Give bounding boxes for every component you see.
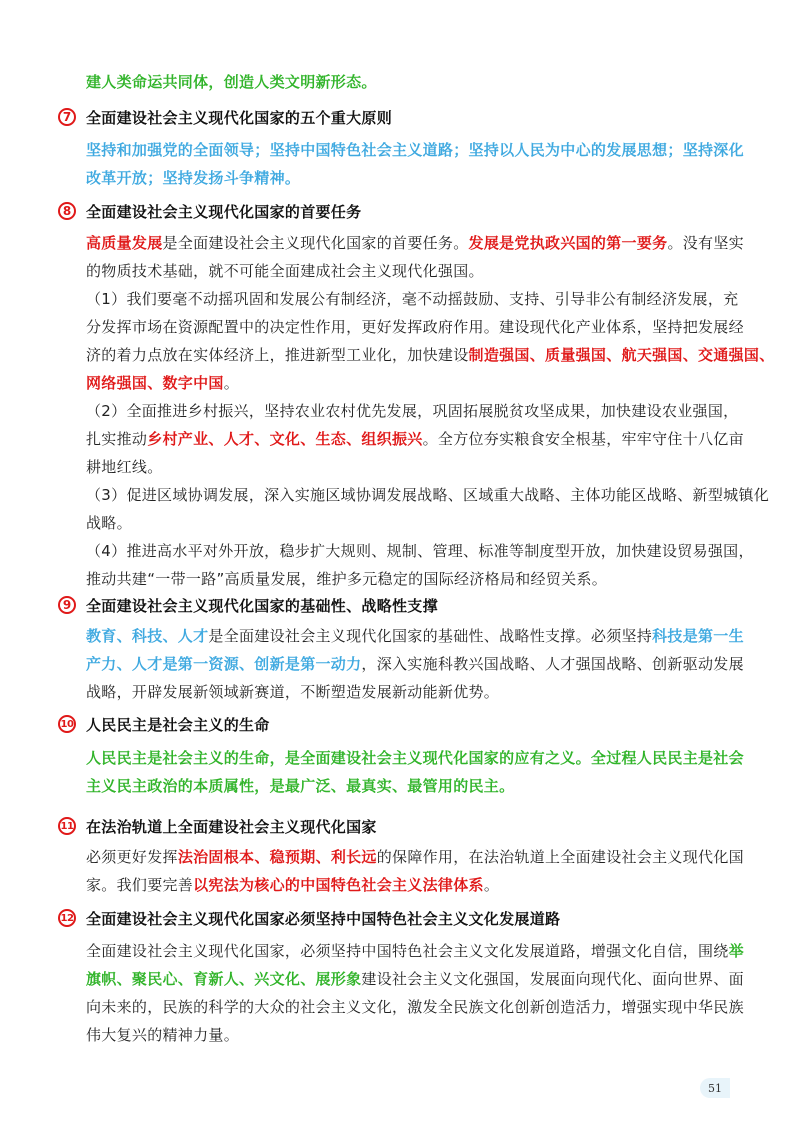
section-number-badge: 10 [58,715,76,733]
section-number-badge: 8 [58,202,76,220]
text-line: 向未来的，民族的科学的大众的社会主义文化，激发全民族文化创新创造活力，增强实现中华民族 [86,998,744,1016]
plain-text: 扎实推动 [86,430,148,448]
text-line: 分发挥市场在资源配置中的决定性作用，更好发挥政府作用。建设现代化产业体系，坚持把发展经 [86,318,744,336]
highlight-text: 举 [728,942,744,960]
section-8-body [86,229,775,593]
section-12-heading [58,905,738,931]
text-line [86,965,744,993]
plain-text: 建设社会主义文化强国，发展面向现代化、面向世界、面 [361,970,744,988]
text-line: 推动共建“一带一路”高质量发展，维护多元稳定的国际经济格局和经贸关系。 [86,570,608,588]
plain-text: 。全方位夯实粮食安全根基，牢牢守住十八亿亩 [422,430,744,448]
section-7-body [86,136,744,192]
highlight-text: 以宪法为核心的中国特色社会主义法律体系 [193,876,484,894]
text-line [86,229,744,257]
section-7-heading [58,104,738,130]
text-line: （3）促进区域协调发展，深入实施区域协调发展战略、区域重大战略、主体功能区战略、新型城镇化 [86,486,770,504]
page-number: 51 [700,1078,730,1098]
plain-text: 是全面建设社会主义现代化国家的基础性、战略性支撑。必须坚持 [208,627,653,645]
highlight-text: 乡村产业、人才、文化、生态、组织振兴 [147,430,423,448]
text-line: （2）全面推进乡村振兴，坚持农业农村优先发展，巩固拓展脱贫攻坚成果，加快建设农业强国， [86,402,739,420]
text-line: 主义民主政治的本质属性，是最广泛、最真实、最管用的民主。 [86,777,515,795]
plain-text: 的保障作用，在法治轨道上全面建设社会主义现代化国 [376,848,744,866]
text-line: 坚持和加强党的全面领导；坚持中国特色社会主义道路；坚持以人民为中心的发展思想；坚持深化 [86,141,744,159]
plain-text: 家。我们要完善 [86,876,194,894]
text-line [86,622,744,650]
section-11-heading [58,813,738,839]
section-title: 全面建设社会主义现代化国家的基础性、战略性支撑 [86,596,438,615]
section-number-badge: 7 [58,108,76,126]
section-8-heading [58,198,738,224]
text-line [86,843,744,871]
text-line: （4）推进高水平对外开放，稳步扩大规则、规制、管理、标准等制度型开放，加快建设贸易强国， [86,542,754,560]
highlight-text: 制造强国、质量强国、航天强国、交通强国、 [468,346,775,364]
section-11-body [86,843,744,899]
highlight-text: 法治固根本、稳预期、利长远 [177,848,377,866]
text-line: 耕地红线。 [86,458,163,476]
section-9-heading [58,592,738,618]
highlight-text: 网络强国、数字中国 [86,374,224,392]
intro-line: 建人类命运共同体，创造人类文明新形态。 [86,73,377,91]
section-title: 在法治轨道上全面建设社会主义现代化国家 [86,817,377,836]
section-title: 人民民主是社会主义的生命 [86,715,270,734]
plain-text: 全面建设社会主义现代化国家，必须坚持中国特色社会主义文化发展道路，增强文化自信，围绕 [86,942,729,960]
plain-text: 是全面建设社会主义现代化国家的首要任务。 [162,234,469,252]
highlight-text: 高质量发展 [86,234,163,252]
section-title: 全面建设社会主义现代化国家的五个重大原则 [86,108,393,127]
section-number-badge: 9 [58,596,76,614]
plain-text: 济的着力点放在实体经济上，推进新型工业化，加快建设 [86,346,469,364]
section-10-heading [58,711,738,737]
text-line: 战略。 [86,514,132,532]
section-9-body [86,622,744,706]
text-line [86,369,726,397]
text-line: 的物质技术基础，就不可能全面建成社会主义现代化强国。 [86,262,484,280]
text-line: 伟大复兴的精神力量。 [86,1026,240,1044]
highlight-text: 旗帜、聚民心、育新人、兴文化、展形象 [86,970,362,988]
text-line: 改革开放；坚持发扬斗争精神。 [86,169,301,187]
section-number-badge: 11 [58,817,76,835]
text-line: 战略，开辟发展新领域新赛道，不断塑造发展新动能新优势。 [86,683,500,701]
plain-text: 。 [483,876,500,894]
text-line [86,871,726,899]
highlight-text: 发展是党执政兴国的第一要务 [468,234,668,252]
highlight-text: 科技是第一生 [652,627,744,645]
text-line [86,650,744,678]
plain-text: 。 [223,374,240,392]
plain-text: ，深入实施科教兴国战略、人才强国战略、创新驱动发展 [361,655,744,673]
text-line [86,425,744,453]
plain-text: 必须更好发挥 [86,848,178,866]
section-title: 全面建设社会主义现代化国家必须坚持中国特色社会主义文化发展道路 [86,909,561,928]
text-line: 人民民主是社会主义的生命，是全面建设社会主义现代化国家的应有之义。全过程人民民主是社会 [86,749,744,767]
highlight-text: 教育、科技、人才 [86,627,209,645]
section-12-body [86,937,744,1049]
text-line [86,341,775,369]
section-number-badge: 12 [58,909,76,927]
section-title: 全面建设社会主义现代化国家的首要任务 [86,202,362,221]
intro-block [86,68,726,96]
section-10-body [86,744,744,800]
text-line: （1）我们要毫不动摇巩固和发展公有制经济，毫不动摇鼓励、支持、引导非公有制经济发展，充 [86,290,739,308]
highlight-text: 产力、人才是第一资源、创新是第一动力 [86,655,362,673]
text-line [86,937,744,965]
plain-text: 。没有坚实 [667,234,744,252]
